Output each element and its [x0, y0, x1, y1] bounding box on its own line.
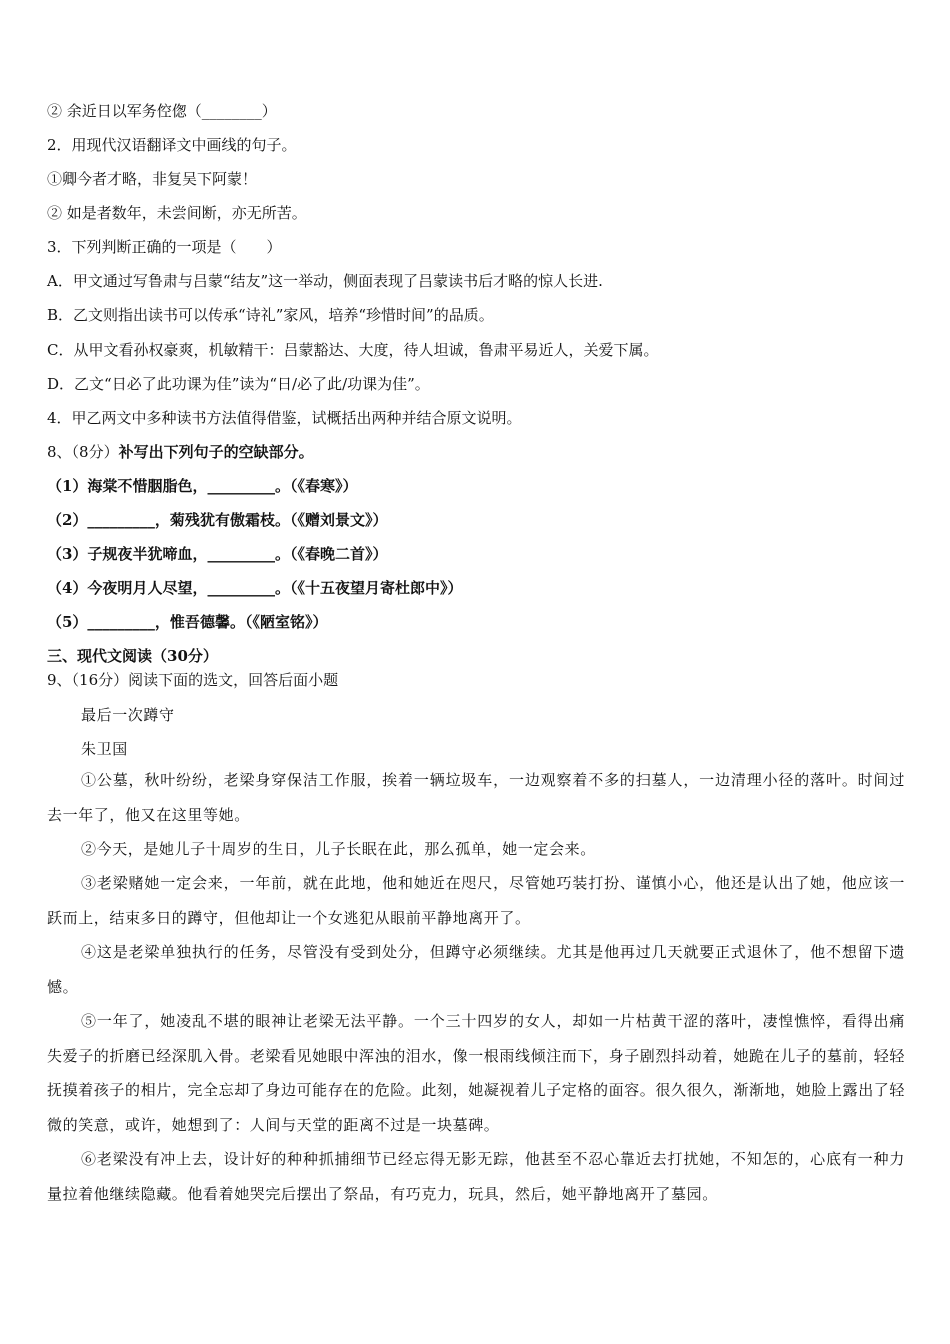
- q8-item-5: （5）_________，惟吾德馨。（《陋室铭》）: [47, 613, 328, 631]
- q7-sub2-prompt: 2．用现代汉语翻译文中画线的句子。: [47, 136, 297, 154]
- article-author: 朱卫国: [81, 740, 128, 758]
- q7-sub3-prompt: 3．下列判断正确的一项是（ ）: [47, 238, 282, 256]
- q7-sub3-option-c: C．从甲文看孙权豪爽，机敏精干：吕蒙豁达、大度，待人坦诚，鲁肃平易近人，关爱下属。: [47, 341, 659, 359]
- article-paragraph-6: ⑥老梁没有冲上去，设计好的种种抓捕细节已经忘得无影无踪，他甚至不忍心靠近去打扰她，不知怎的，心底有一种力量拉着他继续隐藏。他看着她哭完后摆出了祭品，有巧克力，玩具，然后，她平静地离开了墓园。: [47, 1150, 905, 1203]
- q9-prompt: 9、（16分）阅读下面的选文，回答后面小题: [47, 671, 339, 689]
- article-paragraph-2: ②今天，是她儿子十周岁的生日，儿子长眠在此，那么孤单，她一定会来。: [81, 840, 596, 858]
- q8-item-1: （1）海棠不惜胭脂色，_________。（《春寒》）: [47, 477, 358, 495]
- q8-item-2: （2）_________，菊残犹有傲霜枝。（《赠刘景文》）: [47, 511, 388, 529]
- q8-number: 8、（8分）: [47, 443, 119, 461]
- q8-item-3: （3）子规夜半犹啼血，_________。（《春晚二首》）: [47, 545, 388, 563]
- q7-item-2: ② 余近日以军务倥偬（________）: [47, 102, 277, 120]
- q8-prompt: 补写出下列句子的空缺部分。: [118, 443, 314, 461]
- q7-sub4-prompt: 4．甲乙两文中多种读书方法值得借鉴，试概括出两种并结合原文说明。: [47, 409, 522, 427]
- q7-sub3-option-a: A．甲文通过写鲁肃与吕蒙“结友”这一举动，侧面表现了吕蒙读书后才略的惊人长进.: [47, 272, 603, 290]
- article-title: 最后一次蹲守: [81, 706, 175, 724]
- q7-sub3-option-d: D．乙文“日必了此功课为佳”读为“日/必了此/功课为佳”。: [47, 375, 430, 393]
- article-paragraph-3: ③老梁赌她一定会来，一年前，就在此地，他和她近在咫尺，尽管她巧装打扮、谨慎小心，他还是认出了她，他应该一跃而上，结束多日的蹲守，但他却让一个女逃犯从眼前平静地离开了。: [47, 874, 905, 927]
- q7-sub3-option-b: B．乙文则指出读书可以传承“诗礼”家风，培养“珍惜时间”的品质。: [47, 306, 494, 324]
- article-paragraph-1: ①公墓，秋叶纷纷，老梁身穿保洁工作服，挨着一辆垃圾车，一边观察着不多的扫墓人，一边清理小径的落叶。时间过去一年了，他又在这里等她。: [47, 771, 905, 824]
- article-paragraph-5: ⑤一年了，她凌乱不堪的眼神让老梁无法平静。一个三十四岁的女人，却如一片枯黄干涩的落叶，凄惶憔悴，看得出痛失爱子的折磨已经深肌入骨。老梁看见她眼中浑浊的泪水，像一根雨线倾注而下，身子剧烈抖动着，她跪在儿子的墓前，轻轻抚摸着孩子的相片，完全忘却了身边可能存在的危险。此刻，她凝视着儿子定格的面容。很久很久，渐渐地，她脸上露出了轻微的笑意，或许，她想到了：人间与天堂的距离不过是一块墓碑。: [47, 1012, 906, 1134]
- q8-heading: [47, 442, 314, 462]
- q7-sub2-sentence-2: ② 如是者数年，未尝间断，亦无所苦。: [47, 204, 307, 222]
- article-paragraph-4: ④这是老梁单独执行的任务，尽管没有受到处分，但蹲守必须继续。尤其是他再过几天就要正式退休了，他不想留下遗憾。: [47, 943, 905, 996]
- q7-sub2-sentence-1: ①卿今者才略，非复吴下阿蒙！: [47, 170, 258, 188]
- q8-item-4: （4）今夜明月人尽望，_________。（《十五夜望月寄杜郎中》）: [47, 579, 463, 597]
- section-3-title: 三、现代文阅读（30分）: [47, 647, 218, 665]
